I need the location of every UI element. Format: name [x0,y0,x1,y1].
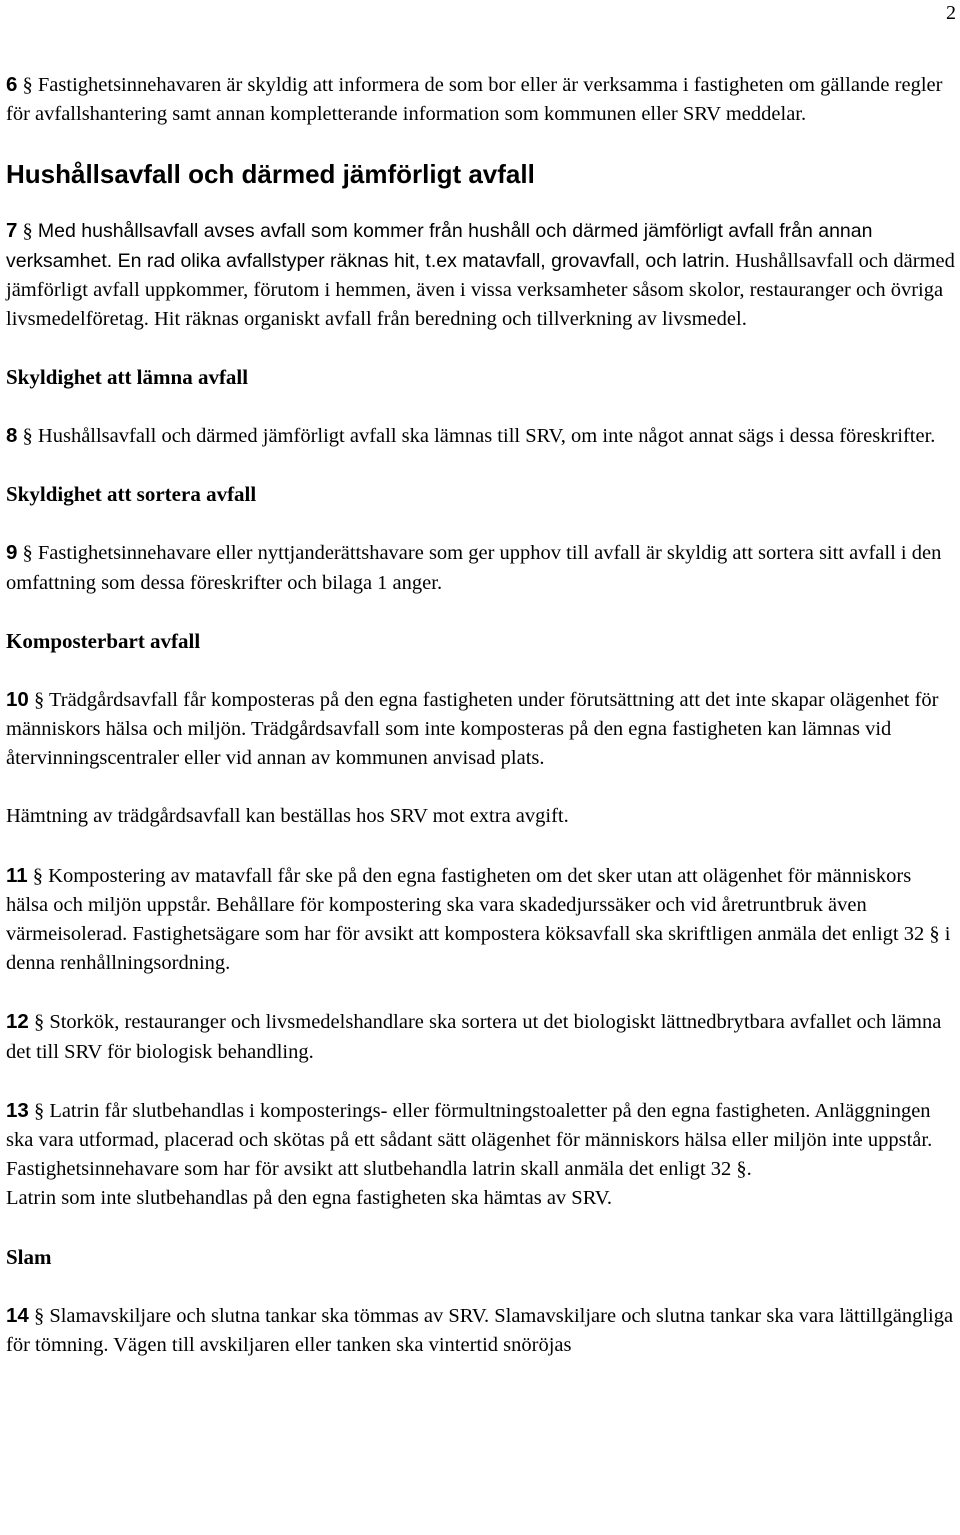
paragraph-number: 9 [6,541,18,565]
paragraph-number: 6 [6,73,18,96]
document-body [6,70,958,1360]
paragraph-number: 14 [6,1303,29,1327]
paragraph-text: Med hushållsavfall avses avfall som kommer från hushåll och därmed jämförligt avfall från annan verksamhet. En rad olika avfallstyper räknas hit, t.ex matavfall, grovavfall, och latrin. [6,220,873,272]
paragraph-6 [6,70,958,129]
paragraph-text-end: . [746,1158,752,1181]
section-sign: § [32,864,44,887]
paragraph-number: 7 [6,219,18,243]
paragraph-text: Hushållsavfall och därmed jämförligt avfall ska lämnas till SRV, om inte något annat sägs i dessa föreskrifter. [37,425,936,448]
section-sign: § [33,1304,45,1327]
paragraph-text: Fastighetsinnehavare som har för avsikt att slutbehandla latrin skall anmäla det enligt 32 [6,1158,732,1181]
paragraph-12 [6,1007,958,1066]
paragraph-11 [6,861,958,979]
paragraph-13-collection: Latrin som inte slutbehandlas på den egna fastigheten ska hämtas av SRV. [6,1187,613,1210]
section-sign: § [22,74,33,96]
paragraph-text: Storkök, restauranger och livsmedelshandlare ska sortera ut det biologiskt lättnedbrytbara avfallet och lämna det till SRV för biologisk behandling. [6,1011,942,1063]
paragraph-number: 13 [6,1098,29,1122]
paragraph-text: Latrin får slutbehandlas i komposterings- eller förmultningstoaletter på den egna fastigheten. Anläggningen ska vara utformad, placerad och skötas på ett sådant sätt olägenhet för människors hälsa eller miljön inte uppstår. [6,1099,933,1152]
paragraph-text-end: i denna renhållningsordning. [6,923,951,975]
paragraph-text-continued: Hushållsavfall och därmed jämförligt avfall uppkommer, förutom i hemmen, även i vissa verksamheter såsom skolor, restauranger och övriga livsmedelföretag. Hit räknas organiskt avfall från beredning och tillverkning av livsmedel. [6,249,955,331]
section-sign: § [929,923,940,946]
paragraph-text: Fastighetsinnehavaren är skyldig att informera de som bor eller är verksamma i fastigheten om gällande regler för avfallshantering samt annan kompletterande information som kommunen eller SRV meddelar. [6,74,943,126]
paragraph-text: Fastighetsinnehavare eller nyttjanderättshavare som ger upphov till avfall är skyldig att sortera sitt avfall i den omfattning som dessa föreskrifter och bilaga 1 anger. [6,542,942,594]
page-number: 2 [946,2,956,24]
paragraph-number: 8 [6,424,18,448]
paragraph-7 [6,216,958,334]
paragraph-text: Trädgårdsavfall får komposteras på den egna fastigheten under förutsättning att det inte skapar olägenhet för människors hälsa och miljön. Trädgårdsavfall som inte komposteras på den egna fastigheten kan lämnas vid återvinningscentraler eller vid annan av kommunen anvisad plats. [6,688,939,770]
heading-obligation-sort: Skyldighet att sortera avfall [6,482,257,507]
paragraph-10 [6,685,958,774]
section-sign: § [22,542,33,565]
paragraph-text: Slamavskiljare och slutna tankar ska tömmas av SRV. Slamavskiljare och slutna tankar ska vara lättillgängliga för tömning. Vägen till avskiljaren eller tanken ska vintertid snöröjas [6,1304,954,1356]
heading-compostable-waste: Komposterbart avfall [6,628,201,653]
section-sign: § [33,688,45,711]
heading-obligation-deliver: Skyldighet att lämna avfall [6,365,249,390]
section-sign: § [736,1158,747,1181]
paragraph-10-extra: Hämtning av trädgårdsavfall kan beställas hos SRV mot extra avgift. [6,805,569,828]
paragraph-number: 12 [6,1010,29,1034]
paragraph-13-notice [6,1155,958,1184]
section-sign: § [33,1099,45,1122]
paragraph-8 [6,421,958,451]
paragraph-number: 11 [6,863,28,887]
section-sign: § [22,220,33,243]
section-sign: § [22,425,33,448]
paragraph-9 [6,538,958,597]
paragraph-13 [6,1096,958,1155]
paragraph-text: Kompostering av matavfall får ske på den egna fastigheten om det sker utan att olägenhet för människors hälsa och miljön uppstår. Behållare för kompostering ska vara skadedjurssäker och vid åretruntbruk även värmeisolerad. Fastighetsägare som har för avsikt att kompostera köksavfall ska skriftligen anmäla det enligt 32 [6,864,925,946]
paragraph-number: 10 [6,687,29,711]
paragraph-14 [6,1301,958,1360]
section-sign: § [33,1011,45,1034]
heading-household-waste: Hushållsavfall och därmed jämförligt avfall [6,159,535,190]
heading-sludge: Slam [6,1244,52,1269]
